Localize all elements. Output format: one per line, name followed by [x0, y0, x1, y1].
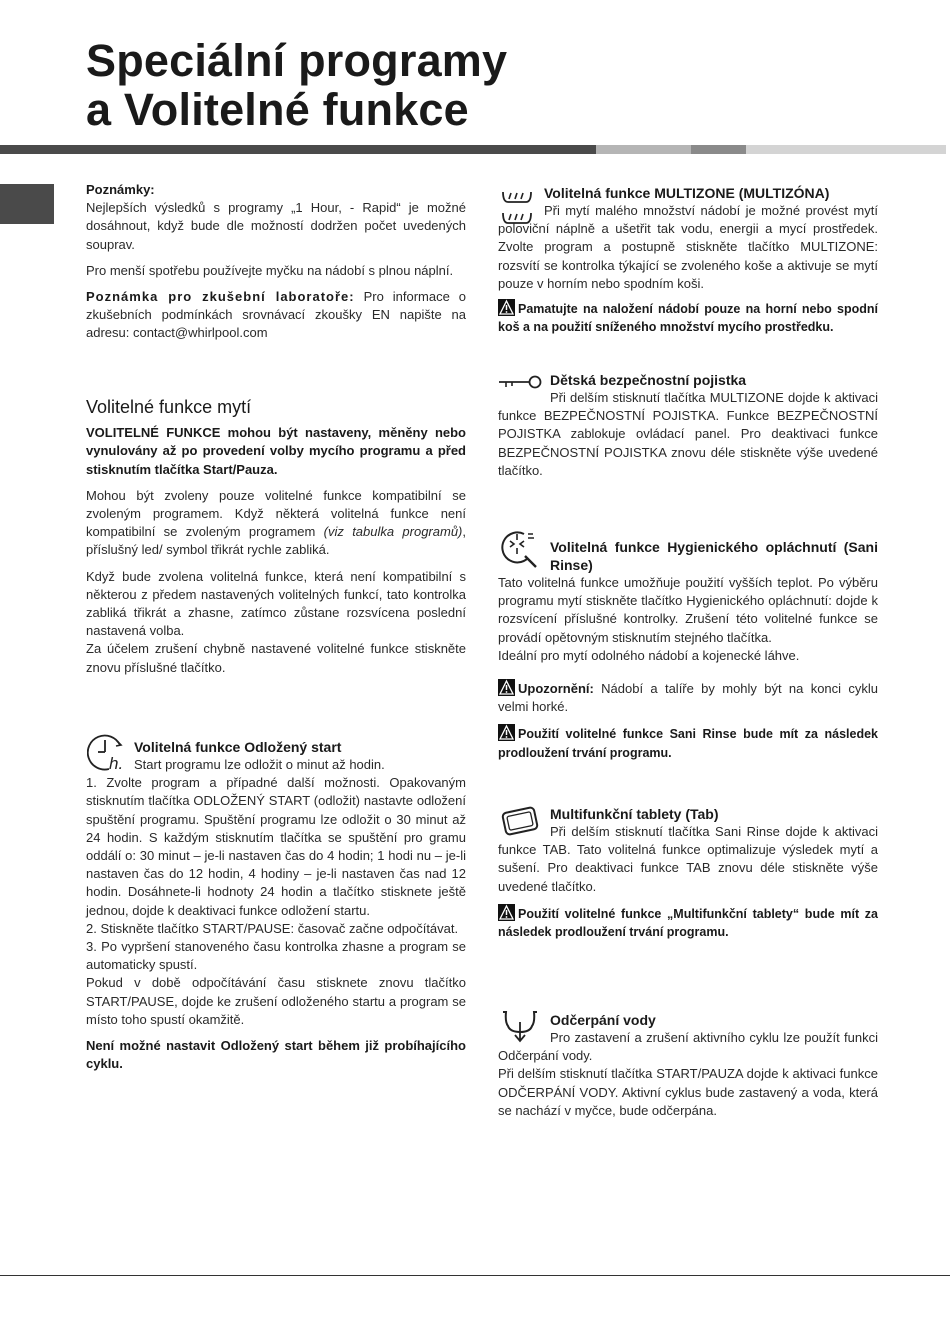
- page-title-line2: a Volitelné funkce: [86, 84, 469, 135]
- delayed-start-title: Volitelná funkce Odložený start: [134, 739, 342, 755]
- sani-rinse-warning-1-label: Upozornění:: [518, 681, 594, 697]
- sani-rinse-warning-1: [498, 679, 878, 716]
- multizone-title: Volitelná funkce MULTIZONE (MULTIZÓNA): [544, 185, 830, 201]
- delayed-start-paragraph-4: Pokud v době odpočítávání času stisknete znovu tlačítko START/PAUSE, dojde ke zrušení odloženého startu a program se místo toho spustí okamžitě.: [86, 975, 466, 1027]
- page-title: [86, 36, 507, 134]
- delayed-start-step-2: 2. Stiskněte tlačítko START/PAUSE: časovač začne odpočítávat.: [86, 920, 459, 936]
- wash-options-paragraph-3: Za účelem zrušení chybně nastavené volitelné funkce stiskněte znovu příslušné tlačítko.: [86, 641, 466, 675]
- child-lock-section: [498, 371, 878, 480]
- lab-note-text: Pro informace o zkušebních podmínkách srovnávací zkoušky EN napište na adresu: contact@whirlpool.com: [86, 289, 467, 341]
- drain-text: Pro zastavení a zrušení aktivního cyklu lze použít funkci Odčerpání vody.: [498, 1030, 878, 1064]
- delayed-start-step-3: 3. Po vypršení stanoveného času kontrolka zhasne a program se automaticky spustí.: [86, 939, 466, 973]
- wash-options-section: [86, 398, 466, 677]
- sani-rinse-warning-1-text: Nádobí a talíře by mohly být na konci cyklu velmi horké.: [498, 681, 878, 715]
- lab-note-label: Poznámka pro zkušební laboratoře:: [86, 289, 355, 305]
- delayed-start-section: [86, 738, 466, 1073]
- tab-title: Multifunkční tablety (Tab): [550, 806, 719, 822]
- notes-paragraph-3: [86, 288, 466, 343]
- multizone-warning: [498, 299, 878, 336]
- wash-options-paragraph-2: Když bude zvolena volitelná funkce, která není kompatibilní s některou z předem nastavených volitelných funkcí, tato kontrolka zabliká třikrát a zhasne, zatímco zůstane rozsvícena poslední nastavená volba.: [86, 568, 466, 639]
- warning-icon: [498, 724, 515, 741]
- multizone-text: Při mytí malého množství nádobí je možné provést mytí poloviční náplně a ušetřit tak vodu, energii a mycí prostředek. Zvolte program a postupně stiskněte tlačítko MULTIZONE: rozsvítí se kontrolka týkající se zvoleného koše a aktivuje se mytí pouze v horním nebo spodním koši.: [498, 203, 878, 291]
- svg-text:h.: h.: [109, 754, 124, 773]
- sani-rinse-warning-2-text: Použití volitelné funkce Sani Rinse bude mít za následek prodloužení trvání programu.: [498, 727, 878, 760]
- header-bar-dark: [0, 145, 596, 154]
- header-bar-pale: [746, 145, 946, 154]
- wash-options-intro: VOLITELNÉ FUNKCE mohou být nastaveny, měněny nebo vynulovány až po provedení volby mycího programu a před stisknutím tlačítka Start/Pauza.: [86, 425, 466, 477]
- warning-icon: [498, 679, 515, 696]
- language-tab-marker: [0, 184, 54, 224]
- child-lock-text: Při delším stisknutí tlačítka MULTIZONE dojde k aktivaci funkce BEZPEČNOSTNÍ POJISTKA. Funkce BEZPEČNOSTNÍ POJISTKA zablokuje ovládací panel. Pro deaktivaci funkce BEZPEČNOSTNÍ POJISTKA znovu déle stiskněte výše uvedené tlačítko.: [498, 390, 878, 478]
- tab-text: Při delším stisknutí tlačítka Sani Rinse dojde k aktivaci funkce TAB. Tato volitelná funkce optimalizuje výsledek mytí a sušení. Pro deaktivaci funkce TAB znovu déle stiskněte výše uvedené tlačítko.: [498, 824, 878, 894]
- drain-text-2: Při delším stisknutí tlačítka START/PAUZA dojde k aktivaci funkce ODČERPÁNÍ VODY. Aktivní cyklus bude zastavený a voda, která se nachází v myčce, bude odčerpána.: [498, 1066, 878, 1118]
- notes-paragraph-1: Nejlepších výsledků s programy „1 Hour, - Rapid“ je možné dosáhnout, když bude dle možností dodržen počet uvedených souprav.: [86, 200, 466, 252]
- wash-options-paragraph-1: [86, 487, 466, 560]
- wash-options-heading: Volitelné funkce mytí: [86, 397, 252, 417]
- sani-rinse-section: [498, 538, 878, 762]
- wash-options-p1-b: , příslušný led/ symbol třikrát rychle zabliká.: [86, 524, 466, 558]
- tab-section: [498, 805, 878, 941]
- tab-warning: [498, 904, 878, 941]
- drain-title: Odčerpání vody: [550, 1012, 656, 1028]
- tab-warning-text: Použití volitelné funkce „Multifunkční tablety“ bude mít za následek prodloužení trvání programu.: [498, 906, 878, 940]
- warning-icon: [498, 299, 515, 316]
- program-table-reference: (viz tabulka programů): [323, 524, 463, 540]
- notes-paragraph-2: Pro menší spotřebu používejte myčku na nádobí s plnou náplní.: [86, 262, 454, 278]
- delayed-start-subtitle: Start programu lze odložit o minut až hodin.: [134, 757, 385, 772]
- page-title-line1: Speciální programy: [86, 35, 508, 86]
- wash-options-p1-a: Mohou být zvoleny pouze volitelné funkce kompatibilní se zvoleným programem. Když některá volitelná funkce není kompatibilní se zvoleným programem: [86, 487, 466, 540]
- delayed-start-note: Není možné nastavit Odložený start během již probíhajícího cyklu.: [86, 1038, 466, 1072]
- warning-icon: [498, 904, 515, 921]
- multizone-warning-text: Pamatujte na naložení nádobí pouze na horní nebo spodní koš a na použití sníženého množství mycího prostředku.: [498, 302, 878, 335]
- multizone-section: [498, 184, 878, 336]
- notes-section: [86, 181, 466, 343]
- sani-rinse-text: Tato volitelná funkce umožňuje použití vyšších teplot. Po výběru programu mytí stiskněte tlačítko Hygienického opláchnutí: dojde k rozsvícení příslušné kontrolky. Zrušení této volitelné funkce se provádí opětovným stisknutím stejného tlačítka.: [498, 575, 878, 645]
- sani-rinse-title: Volitelná funkce Hygienického opláchnutí (Sani Rinse): [550, 539, 878, 573]
- drain-section: [498, 1011, 878, 1120]
- footer-rule: [0, 1275, 950, 1276]
- sani-rinse-text-2: Ideální pro mytí odolného nádobí a kojenecké láhve.: [498, 647, 800, 663]
- header-bar-mid: [691, 145, 746, 154]
- header-bar-light: [596, 145, 691, 154]
- notes-heading: Poznámky:: [86, 182, 155, 197]
- child-lock-title: Dětská bezpečnostní pojistka: [550, 372, 747, 388]
- sani-rinse-warning-2: [498, 724, 878, 761]
- delayed-start-step-1: 1. Zvolte program a případné další možnosti. Opakovaným stisknutím tlačítka ODLOŽENÝ START (odložit) nastavte odložení spuštění programu. Spuštění programu lze odložit o 30 minut až 24 hodin. S každým stisknutím tlačítka se spuštění pro gramu oddálí o: 30 minut – je-li nastaven čas do 4 hodin; 1 hodi nu – je-li nastaven čas do 12 hodin, 4 hodiny – je-li nastaven čas nad 12 hodin. Dosáhnete-li hodnoty 24 hodin a tlačítko stisknete ještě jednou, dojde k deaktivaci funkce odložení startu.: [86, 775, 466, 918]
